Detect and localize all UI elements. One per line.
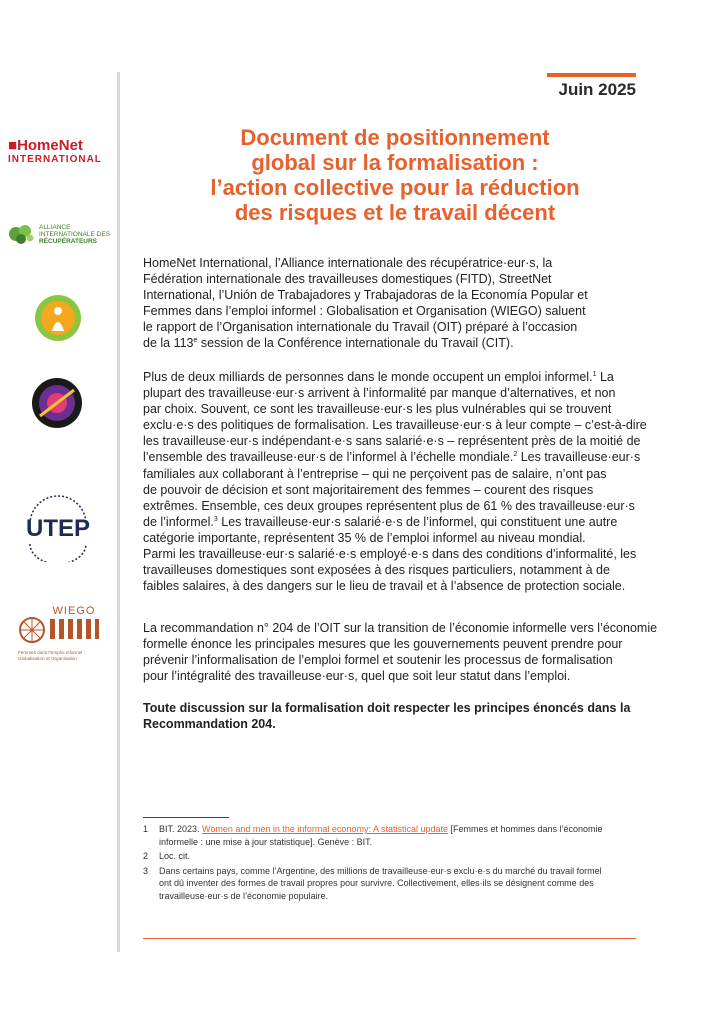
text-line: ont dû inventer des formes de travail propres pour survivre. Collectivement, elles·ils se désignent comme des	[159, 878, 594, 889]
house-icon: ■	[8, 137, 18, 154]
footnote-divider	[143, 817, 229, 818]
utep-logo	[18, 492, 98, 562]
text-fragment: Les travailleuse·eur·s salarié·e·s de l’informel, qui constituent une autre	[217, 514, 618, 529]
title-line: des risques et le travail décent	[234, 200, 556, 225]
text-line: exclu·e·s des politiques de formalisation. Les travailleuse·eur·s à leur compte – c’est-à-dire	[143, 418, 647, 433]
text-line: travailleuse·eur·s de l’économie populaire.	[159, 890, 329, 901]
alliance-logo-line3: RÉCUPÉRATEURS	[38, 237, 98, 245]
alliance-recuperateurs-logo	[6, 220, 110, 248]
text-line: International, l’Unión de Trabajadores y Trabajadoras de la Economía Popular et	[143, 288, 588, 303]
title-line: l’action collective pour la réduction	[210, 175, 580, 200]
text-line: Parmi les travailleuse·eur·s salarié·e·s employé·e·s dans des conditions d’informalité, les	[143, 547, 637, 562]
wiego-logo-tagline-1: Femmes dans l’Emploi Informel :	[18, 650, 85, 655]
homenet-international-logo	[8, 138, 108, 166]
text-line: Recommandation 204.	[143, 717, 276, 732]
text-line: le rapport de l’Organisation internationale du Travail (OIT) préparé à l’occasion	[143, 320, 578, 335]
text-fragment: BIT. 2023.	[159, 824, 203, 834]
sidebar-divider	[117, 72, 120, 952]
homenet-logo-name: HomeNet	[17, 137, 83, 154]
text-line: pour l’intégralité des travailleuse·eur·s, quel que soit leur statut dans l’emploi.	[143, 669, 571, 684]
title-line: global sur la formalisation :	[251, 150, 539, 175]
text-line: prévenir l’informalisation de l’emploi formel et soutenir les processus de formalisation	[143, 653, 613, 668]
document-title	[150, 125, 640, 225]
alliance-logo-line2: INTERNATIONALE DES	[38, 230, 111, 238]
footer-accent-rule	[143, 938, 636, 939]
text-line: par choix. Souvent, ce sont les travailleuse·eur·s les plus vulnérables qui se trouvent	[143, 402, 612, 417]
text-fragment: l’ensemble des travailleuse·eur·s de l’informel à l’échelle mondiale.	[143, 450, 514, 465]
conclusion-paragraph	[143, 700, 639, 732]
date-accent-bar	[547, 73, 636, 77]
text-line	[143, 514, 639, 530]
text-line: de pouvoir de décision et sont majoritairement des femmes – courent des risques	[143, 482, 594, 497]
text-fragment: La	[596, 370, 614, 384]
text-fragment: Plus de deux milliards de personnes dans le monde occupent un emploi informel.	[143, 370, 593, 384]
footnote-3	[143, 865, 639, 903]
text-line: formelle énonce les principales mesures que les gouvernements peuvent prendre pour	[143, 637, 623, 652]
text-line: les travailleuse·eur·s indépendant·e·s sans salarié·e·s – représentent près de la moitié de	[143, 434, 641, 449]
text-line: travailleuses domestiques sont exposées à des risques particuliers, notamment à de	[143, 563, 610, 578]
text-line	[143, 369, 639, 385]
text-line: Toute discussion sur la formalisation doit respecter les principes énoncés dans la	[143, 701, 631, 715]
text-line: catégorie importante, représentent 35 % de l’emploi informel au niveau mondial.	[143, 530, 586, 545]
intro-paragraph	[143, 255, 639, 352]
footnote-1	[143, 823, 639, 848]
footnote-ref-3[interactable]: 3	[213, 515, 218, 523]
text-line: extrêmes. Ensemble, ces deux groupes représentent plus de 61 % des travailleuse·eur·s	[143, 498, 635, 513]
homenet-logo-sub: INTERNATIONAL	[8, 154, 102, 165]
footnote-source-link[interactable]: Women and men in the informal economy: A statistical update	[202, 824, 448, 834]
text-fragment: de l’informel.	[143, 514, 214, 529]
text-line: Femmes dans l’emploi informel : Globalisation et Organisation (WIEGO) saluent	[143, 304, 586, 319]
informality-paragraph	[143, 369, 647, 594]
footnote-number: 2	[143, 851, 149, 862]
text-fragment: session de la Conférence internationale du Travail (CIT).	[197, 336, 514, 351]
text-line: La recommandation n° 204 de l’OIT sur la transition de l’économie informelle vers l’économie	[143, 621, 658, 635]
footnote-2	[143, 850, 639, 863]
text-fragment: Les travailleuse·eur·s	[517, 450, 641, 465]
text-line	[159, 823, 603, 836]
footnote-ref-1[interactable]: 1	[592, 370, 597, 378]
text-fragment: de la 113	[143, 336, 194, 351]
alliance-logo-line1: ALLIANCE	[38, 223, 71, 231]
document-date: Juin 2025	[558, 80, 636, 99]
fitd-logo	[33, 293, 83, 343]
text-line: HomeNet International, l’Alliance internationale des récupératrice·eur·s, la	[143, 256, 553, 270]
text-fragment: [Femmes et hommes dans l’économie	[448, 824, 603, 834]
footnotes	[143, 823, 639, 905]
recommendation-paragraph	[143, 620, 658, 684]
wiego-logo-name: WIEGO	[52, 605, 96, 617]
footnote-ref-2[interactable]: 2	[513, 451, 518, 459]
text-line	[143, 335, 639, 351]
text-line: Loc. cit.	[159, 851, 191, 862]
text-line: informelle : une mise à jour statistique]. Genève : BIT.	[159, 836, 373, 847]
wiego-logo-tagline-2: Globalisation et Organisation	[18, 656, 77, 661]
streetnet-international-logo	[30, 376, 84, 430]
title-line: Document de positionnement	[240, 125, 550, 150]
utep-logo-name: UTEP	[25, 515, 91, 542]
text-line: faibles salaires, à des dangers sur le lieu de travail et à l’absence de protection sociale.	[143, 579, 626, 594]
wiego-logo	[16, 604, 100, 666]
recycling-leaf-icon	[6, 220, 36, 248]
text-line: plupart des travailleuse·eur·s arrivent à l’informalité par manque d’alternatives, et non	[143, 386, 616, 401]
text-line: Dans certains pays, comme l’Argentine, des millions de travailleuse·eur·s exclu·e·s du marché du travail formel	[159, 865, 602, 876]
text-line: familiales aux collaborant à l’entreprise – qui ne perçoivent pas de salaire, n’ont pas	[143, 466, 607, 481]
text-line: Fédération internationale des travailleuses domestiques (FITD), StreetNet	[143, 272, 552, 287]
ordinal-superscript: e	[193, 337, 198, 345]
text-line	[143, 449, 639, 465]
footnote-number: 1	[143, 824, 149, 834]
footnote-number: 3	[143, 865, 149, 876]
